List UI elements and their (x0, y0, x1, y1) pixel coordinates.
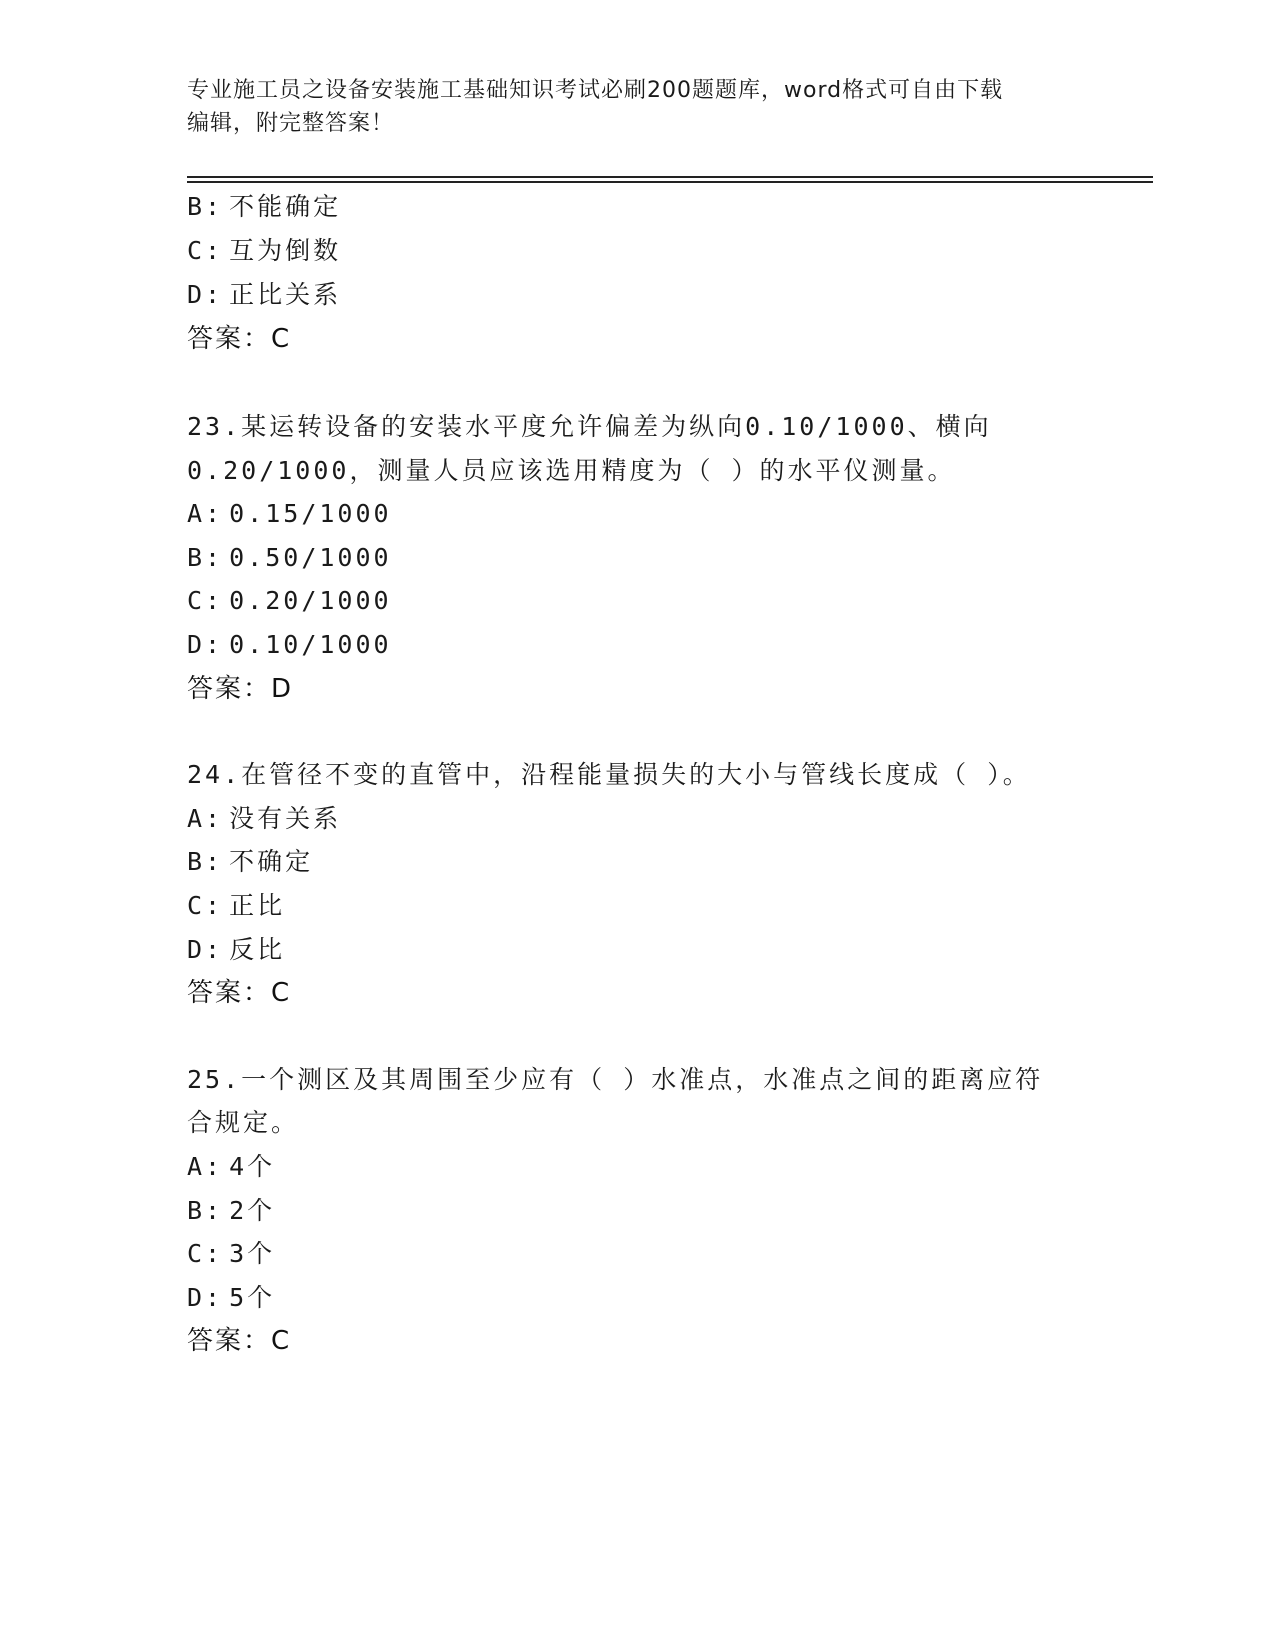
option-c (187, 1239, 275, 1269)
option-text: 不能确定 (229, 192, 342, 221)
option-label: B: (187, 543, 224, 572)
document-header (187, 74, 1067, 140)
option-a (187, 804, 341, 834)
option-c (187, 586, 392, 616)
option-a (187, 1152, 275, 1182)
option-text: 没有关系 (229, 804, 342, 833)
question-stem-line: 0.20/1000，测量人员应该选用精度为（ ）的水平仪测量。 (187, 456, 956, 485)
header-divider-bottom (187, 181, 1153, 183)
option-d (187, 280, 341, 310)
option-text: 0.50/1000 (229, 543, 392, 572)
question-stem-line: 合规定。 (187, 1108, 300, 1137)
question-stem-line: 25.一个测区及其周围至少应有（ ）水准点，水准点之间的距离应符 (187, 1065, 1044, 1094)
option-label: C: (187, 236, 224, 265)
answer-line: 答案：C (187, 1326, 292, 1356)
option-label: C: (187, 586, 224, 615)
option-label: A: (187, 1152, 224, 1181)
option-label: C: (187, 891, 224, 920)
option-label: A: (187, 804, 224, 833)
header-line-1: 专业施工员之设备安装施工基础知识考试必刷200题题库，word格式可自由下载 (187, 78, 1004, 103)
option-d (187, 935, 285, 965)
header-divider-top (187, 176, 1153, 178)
option-text: 3个 (229, 1239, 276, 1268)
option-text: 5个 (229, 1283, 276, 1312)
option-text: 4个 (229, 1152, 276, 1181)
question-stem-line: 23.某运转设备的安装水平度允许偏差为纵向0.10/1000、横向 (187, 412, 992, 441)
option-text: 0.10/1000 (229, 630, 392, 659)
answer-line: 答案：C (187, 324, 292, 354)
option-b (187, 192, 341, 222)
header-line-2: 编辑，附完整答案！ (187, 111, 395, 136)
question-stem-line: 24.在管径不变的直管中，沿程能量损失的大小与管线长度成（ ）。 (187, 760, 1031, 789)
option-text: 正比关系 (229, 280, 342, 309)
option-label: D: (187, 1283, 224, 1312)
option-label: A: (187, 499, 224, 528)
answer-line: 答案：D (187, 674, 294, 704)
option-text: 0.20/1000 (229, 586, 392, 615)
option-a (187, 499, 392, 529)
option-text: 反比 (229, 935, 286, 964)
option-d (187, 630, 392, 660)
option-b (187, 543, 392, 573)
option-label: D: (187, 935, 224, 964)
option-label: B: (187, 847, 224, 876)
option-label: B: (187, 1196, 224, 1225)
option-c (187, 891, 285, 921)
option-text: 互为倒数 (229, 236, 342, 265)
option-label: B: (187, 192, 224, 221)
option-label: D: (187, 280, 224, 309)
option-text: 正比 (229, 891, 286, 920)
answer-line: 答案：C (187, 978, 292, 1008)
option-label: C: (187, 1239, 224, 1268)
option-text: 0.15/1000 (229, 499, 392, 528)
option-b (187, 1196, 275, 1226)
option-label: D: (187, 630, 224, 659)
option-c (187, 236, 341, 266)
option-text: 不确定 (229, 847, 314, 876)
option-b (187, 847, 313, 877)
option-text: 2个 (229, 1196, 276, 1225)
option-d (187, 1283, 275, 1313)
